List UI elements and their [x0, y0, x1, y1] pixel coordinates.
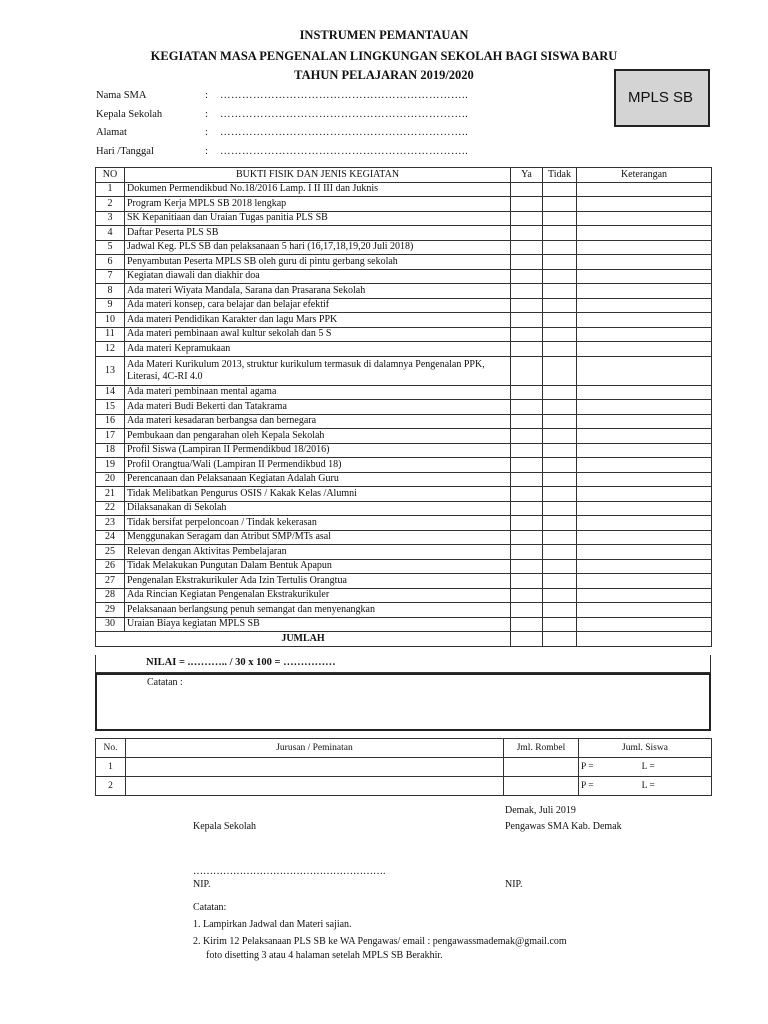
row-keterangan-cell[interactable]: [577, 458, 712, 473]
row-tidak-cell[interactable]: [543, 342, 577, 357]
row-keterangan-cell[interactable]: [577, 530, 712, 545]
row-ya-cell[interactable]: [511, 559, 543, 574]
jurusan-header-rombel: Jml. Rombel: [504, 739, 579, 758]
row-activity: Relevan dengan Aktivitas Pembelajaran: [125, 545, 511, 560]
row-ya-cell[interactable]: [511, 226, 543, 241]
table-row: [96, 617, 712, 632]
table-row: [96, 414, 712, 429]
row-tidak-cell[interactable]: [543, 269, 577, 284]
row-tidak-cell[interactable]: [543, 472, 577, 487]
table-row: [96, 777, 712, 796]
row-no: 10: [96, 313, 125, 328]
row-ya-cell[interactable]: [511, 530, 543, 545]
row-activity: Tidak Melakukan Pungutan Dalam Bentuk Apapun: [125, 559, 511, 574]
info-colon: :: [205, 90, 208, 101]
row-keterangan-cell[interactable]: [577, 255, 712, 270]
right-nip: NIP.: [505, 879, 523, 890]
jurusan-no: 2: [96, 777, 126, 796]
row-tidak-cell[interactable]: [543, 530, 577, 545]
siswa-cell[interactable]: [579, 758, 712, 777]
info-label: Nama SMA: [96, 90, 147, 101]
row-no: 23: [96, 516, 125, 531]
jurusan-header-row: [96, 739, 712, 758]
row-ya-cell[interactable]: [511, 458, 543, 473]
table-row: [96, 458, 712, 473]
row-ya-cell[interactable]: [511, 197, 543, 212]
table-row: [96, 501, 712, 516]
siswa-cell[interactable]: [579, 777, 712, 796]
row-no: 11: [96, 327, 125, 342]
row-no: 24: [96, 530, 125, 545]
row-keterangan-cell[interactable]: [577, 559, 712, 574]
row-activity: Program Kerja MPLS SB 2018 lengkap: [125, 197, 511, 212]
row-no: 21: [96, 487, 125, 502]
row-activity: Jadwal Keg. PLS SB dan pelaksanaan 5 hari (16,17,18,19,20 Juli 2018): [125, 240, 511, 255]
table-row: [96, 211, 712, 226]
siswa-l: L =: [641, 781, 655, 791]
row-keterangan-cell[interactable]: [577, 284, 712, 299]
row-activity: Kegiatan diawali dan diakhir doa: [125, 269, 511, 284]
row-ya-cell[interactable]: [511, 298, 543, 313]
row-ya-cell[interactable]: [511, 443, 543, 458]
row-ya-cell[interactable]: [511, 588, 543, 603]
row-activity: Ada materi pembinaan mental agama: [125, 385, 511, 400]
notes-item-2b: foto disetting 3 atau 4 halaman setelah MPLS SB Berakhir.: [206, 950, 443, 961]
row-activity: Profil Orangtua/Wali (Lampiran II Permendikbud 18): [125, 458, 511, 473]
row-keterangan-cell[interactable]: [577, 574, 712, 589]
row-activity: Ada materi Pendidikan Karakter dan lagu Mars PPK: [125, 313, 511, 328]
left-signer-title: Kepala Sekolah: [193, 821, 257, 832]
row-activity: Ada materi Wiyata Mandala, Sarana dan Prasarana Sekolah: [125, 284, 511, 299]
table-row: [96, 472, 712, 487]
row-no: 1: [96, 182, 125, 197]
right-signer-title: Pengawas SMA Kab. Demak: [505, 821, 622, 832]
row-ya-cell[interactable]: [511, 400, 543, 415]
table-row: [96, 182, 712, 197]
row-keterangan-cell[interactable]: [577, 400, 712, 415]
table-row: [96, 342, 712, 357]
table-row: [96, 356, 712, 385]
row-no: 12: [96, 342, 125, 357]
info-dots: …………………………………………………………..: [220, 127, 469, 138]
row-keterangan-cell[interactable]: [577, 226, 712, 241]
jumlah-ya[interactable]: [511, 632, 543, 647]
row-tidak-cell[interactable]: [543, 356, 577, 385]
row-tidak-cell[interactable]: [543, 443, 577, 458]
row-ya-cell[interactable]: [511, 327, 543, 342]
row-activity: Daftar Peserta PLS SB: [125, 226, 511, 241]
row-no: 16: [96, 414, 125, 429]
row-keterangan-cell[interactable]: [577, 472, 712, 487]
row-activity: Ada Rincian Kegiatan Pengenalan Ekstrakurikuler: [125, 588, 511, 603]
header-bukti: BUKTI FISIK DAN JENIS KEGIATAN: [125, 168, 511, 183]
row-ya-cell[interactable]: [511, 313, 543, 328]
row-no: 4: [96, 226, 125, 241]
row-no: 18: [96, 443, 125, 458]
info-colon: :: [205, 146, 208, 157]
siswa-p: P =: [581, 781, 594, 791]
row-keterangan-cell[interactable]: [577, 443, 712, 458]
row-activity: SK Kepanitiaan dan Uraian Tugas panitia PLS SB: [125, 211, 511, 226]
doc-title-line3: TAHUN PELAJARAN 2019/2020: [294, 68, 474, 82]
row-keterangan-cell[interactable]: [577, 501, 712, 516]
row-no: 17: [96, 429, 125, 444]
row-tidak-cell[interactable]: [543, 588, 577, 603]
row-tidak-cell[interactable]: [543, 327, 577, 342]
row-activity: Ada materi Kepramukaan: [125, 342, 511, 357]
row-keterangan-cell[interactable]: [577, 211, 712, 226]
row-keterangan-cell[interactable]: [577, 298, 712, 313]
info-dots: …………………………………………………………..: [220, 109, 469, 120]
row-keterangan-cell[interactable]: [577, 182, 712, 197]
row-ya-cell[interactable]: [511, 356, 543, 385]
jurusan-header-siswa: Juml. Siswa: [579, 739, 712, 758]
catatan-box[interactable]: [95, 673, 711, 731]
table-row: [96, 574, 712, 589]
rombel-cell[interactable]: [504, 777, 579, 796]
info-dots: …………………………………………………………..: [220, 146, 469, 157]
row-ya-cell[interactable]: [511, 211, 543, 226]
row-activity: Ada materi Budi Bekerti dan Tatakrama: [125, 400, 511, 415]
row-ya-cell[interactable]: [511, 617, 543, 632]
row-keterangan-cell[interactable]: [577, 269, 712, 284]
header-tidak: Tidak: [543, 168, 577, 183]
table-row: [96, 758, 712, 777]
row-no: 7: [96, 269, 125, 284]
row-ya-cell[interactable]: [511, 472, 543, 487]
place-date: Demak, Juli 2019: [505, 805, 576, 816]
table-row: [96, 298, 712, 313]
row-tidak-cell[interactable]: [543, 617, 577, 632]
table-row: [96, 545, 712, 560]
row-tidak-cell[interactable]: [543, 516, 577, 531]
doc-title-line2: KEGIATAN MASA PENGENALAN LINGKUNGAN SEKOLAH BAGI SISWA BARU: [150, 49, 618, 63]
row-activity: Ada materi kesadaran berbangsa dan bernegara: [125, 414, 511, 429]
row-activity: Pengenalan Ekstrakurikuler Ada Izin Tertulis Orangtua: [125, 574, 511, 589]
row-tidak-cell[interactable]: [543, 240, 577, 255]
row-ya-cell[interactable]: [511, 255, 543, 270]
jumlah-keterangan[interactable]: [577, 632, 712, 647]
row-activity: Menggunakan Seragam dan Atribut SMP/MTs asal: [125, 530, 511, 545]
row-tidak-cell[interactable]: [543, 501, 577, 516]
table-row: [96, 197, 712, 212]
row-keterangan-cell[interactable]: [577, 487, 712, 502]
row-keterangan-cell[interactable]: [577, 385, 712, 400]
row-keterangan-cell[interactable]: [577, 240, 712, 255]
notes-item-2: 2. Kirim 12 Pelaksanaan PLS SB ke WA Pengawas/ email : pengawassmademak@gmail.com: [193, 936, 567, 947]
info-section: [0, 90, 768, 160]
table-row: [96, 530, 712, 545]
table-row: [96, 559, 712, 574]
row-tidak-cell[interactable]: [543, 211, 577, 226]
row-ya-cell[interactable]: [511, 429, 543, 444]
row-ya-cell[interactable]: [511, 240, 543, 255]
row-tidak-cell[interactable]: [543, 574, 577, 589]
row-no: 8: [96, 284, 125, 299]
row-activity: Ada materi pembinaan awal kultur sekolah dan 5 S: [125, 327, 511, 342]
row-keterangan-cell[interactable]: [577, 617, 712, 632]
row-activity: Uraian Biaya kegiatan MPLS SB: [125, 617, 511, 632]
table-row: [96, 226, 712, 241]
table-header-row: [96, 168, 712, 183]
row-tidak-cell[interactable]: [543, 603, 577, 618]
row-no: 13: [96, 356, 125, 385]
notes-item-1: 1. Lampirkan Jadwal dan Materi sajian.: [193, 919, 352, 930]
siswa-p: P =: [581, 762, 594, 772]
row-no: 22: [96, 501, 125, 516]
info-label: Hari /Tanggal: [96, 146, 154, 157]
row-no: 6: [96, 255, 125, 270]
row-no: 25: [96, 545, 125, 560]
jurusan-no: 1: [96, 758, 126, 777]
row-ya-cell[interactable]: [511, 545, 543, 560]
row-keterangan-cell[interactable]: [577, 342, 712, 357]
info-colon: :: [205, 109, 208, 120]
row-keterangan-cell[interactable]: [577, 516, 712, 531]
jurusan-cell[interactable]: [126, 758, 504, 777]
table-row: [96, 487, 712, 502]
doc-title-line1: INSTRUMEN PEMANTAUAN: [299, 28, 469, 42]
row-activity: Dokumen Permendikbud No.18/2016 Lamp. I II III dan Juknis: [125, 182, 511, 197]
row-keterangan-cell[interactable]: [577, 429, 712, 444]
row-activity: Profil Siswa (Lampiran II Permendikbud 18/2016): [125, 443, 511, 458]
row-no: 20: [96, 472, 125, 487]
jurusan-header-jurusan: Jurusan / Peminatan: [126, 739, 504, 758]
row-no: 28: [96, 588, 125, 603]
row-no: 3: [96, 211, 125, 226]
row-ya-cell[interactable]: [511, 501, 543, 516]
header-ya: Ya: [511, 168, 543, 183]
catatan-label: Catatan :: [147, 677, 183, 688]
jumlah-tidak[interactable]: [543, 632, 577, 647]
table-row: [96, 327, 712, 342]
info-label: Alamat: [96, 127, 127, 138]
row-no: 9: [96, 298, 125, 313]
row-ya-cell[interactable]: [511, 603, 543, 618]
row-ya-cell[interactable]: [511, 414, 543, 429]
row-tidak-cell[interactable]: [543, 182, 577, 197]
table-row: [96, 284, 712, 299]
jumlah-row: [96, 632, 712, 647]
table-row: [96, 313, 712, 328]
row-tidak-cell[interactable]: [543, 545, 577, 560]
table-row: [96, 240, 712, 255]
jurusan-cell[interactable]: [126, 777, 504, 796]
mpls-badge-label: MPLS SB: [628, 89, 694, 106]
row-no: 29: [96, 603, 125, 618]
table-row: [96, 400, 712, 415]
row-no: 27: [96, 574, 125, 589]
row-keterangan-cell[interactable]: [577, 197, 712, 212]
row-no: 30: [96, 617, 125, 632]
table-row: [96, 429, 712, 444]
row-tidak-cell[interactable]: [543, 487, 577, 502]
row-tidak-cell[interactable]: [543, 559, 577, 574]
row-no: 2: [96, 197, 125, 212]
row-ya-cell[interactable]: [511, 269, 543, 284]
notes-title: Catatan:: [193, 902, 227, 913]
row-keterangan-cell[interactable]: [577, 603, 712, 618]
row-no: 19: [96, 458, 125, 473]
row-activity: Pelaksanaan berlangsung penuh semangat dan menyenangkan: [125, 603, 511, 618]
row-activity: Pembukaan dan pengarahan oleh Kepala Sekolah: [125, 429, 511, 444]
info-label: Kepala Sekolah: [96, 109, 163, 120]
rombel-cell[interactable]: [504, 758, 579, 777]
table-row: [96, 269, 712, 284]
row-no: 26: [96, 559, 125, 574]
row-tidak-cell[interactable]: [543, 313, 577, 328]
checklist-body: [96, 182, 712, 646]
table-row: [96, 385, 712, 400]
row-no: 5: [96, 240, 125, 255]
row-tidak-cell[interactable]: [543, 197, 577, 212]
row-activity: Penyambutan Peserta MPLS SB oleh guru di pintu gerbang sekolah: [125, 255, 511, 270]
row-keterangan-cell[interactable]: [577, 414, 712, 429]
row-tidak-cell[interactable]: [543, 298, 577, 313]
table-row: [96, 588, 712, 603]
row-tidak-cell[interactable]: [543, 385, 577, 400]
info-dots: …………………………………………………………..: [220, 90, 469, 101]
row-no: 15: [96, 400, 125, 415]
jurusan-header-no: No.: [96, 739, 126, 758]
row-ya-cell[interactable]: [511, 284, 543, 299]
row-keterangan-cell[interactable]: [577, 327, 712, 342]
row-no: 14: [96, 385, 125, 400]
row-activity: Ada materi konsep, cara belajar dan belajar efektif: [125, 298, 511, 313]
table-row: [96, 516, 712, 531]
row-activity: Tidak bersifat perpeloncoan / Tindak kekerasan: [125, 516, 511, 531]
row-activity: Perencanaan dan Pelaksanaan Kegiatan Adalah Guru: [125, 472, 511, 487]
jurusan-table: [95, 738, 712, 796]
row-tidak-cell[interactable]: [543, 284, 577, 299]
siswa-l: L =: [641, 762, 655, 772]
row-ya-cell[interactable]: [511, 516, 543, 531]
table-row: [96, 603, 712, 618]
row-ya-cell[interactable]: [511, 574, 543, 589]
row-ya-cell[interactable]: [511, 182, 543, 197]
header-keterangan: Keterangan: [577, 168, 712, 183]
row-ya-cell[interactable]: [511, 342, 543, 357]
table-row: [96, 255, 712, 270]
row-tidak-cell[interactable]: [543, 400, 577, 415]
row-activity: Ada Materi Kurikulum 2013, struktur kurikulum termasuk di dalamnya Pengenalan PPK, Literasi, 4C-RI 4.0: [125, 356, 511, 385]
row-keterangan-cell[interactable]: [577, 356, 712, 385]
row-activity: Tidak Melibatkan Pengurus OSIS / Kakak Kelas /Alumni: [125, 487, 511, 502]
row-tidak-cell[interactable]: [543, 458, 577, 473]
row-keterangan-cell[interactable]: [577, 313, 712, 328]
info-colon: :: [205, 127, 208, 138]
nilai-text: NILAI = .……….. / 30 x 100 = ……………: [146, 657, 336, 668]
row-tidak-cell[interactable]: [543, 429, 577, 444]
row-ya-cell[interactable]: [511, 487, 543, 502]
left-signature-dots: ………………………………………………….: [193, 866, 386, 877]
row-activity: Dilaksanakan di Sekolah: [125, 501, 511, 516]
row-keterangan-cell[interactable]: [577, 545, 712, 560]
nilai-row: [95, 655, 711, 673]
row-tidak-cell[interactable]: [543, 226, 577, 241]
left-nip: NIP.: [193, 879, 211, 890]
row-tidak-cell[interactable]: [543, 255, 577, 270]
table-row: [96, 443, 712, 458]
row-ya-cell[interactable]: [511, 385, 543, 400]
checklist-table: [95, 167, 712, 647]
row-tidak-cell[interactable]: [543, 414, 577, 429]
header-no: NO: [96, 168, 125, 183]
jumlah-label: JUMLAH: [96, 632, 511, 647]
row-keterangan-cell[interactable]: [577, 588, 712, 603]
